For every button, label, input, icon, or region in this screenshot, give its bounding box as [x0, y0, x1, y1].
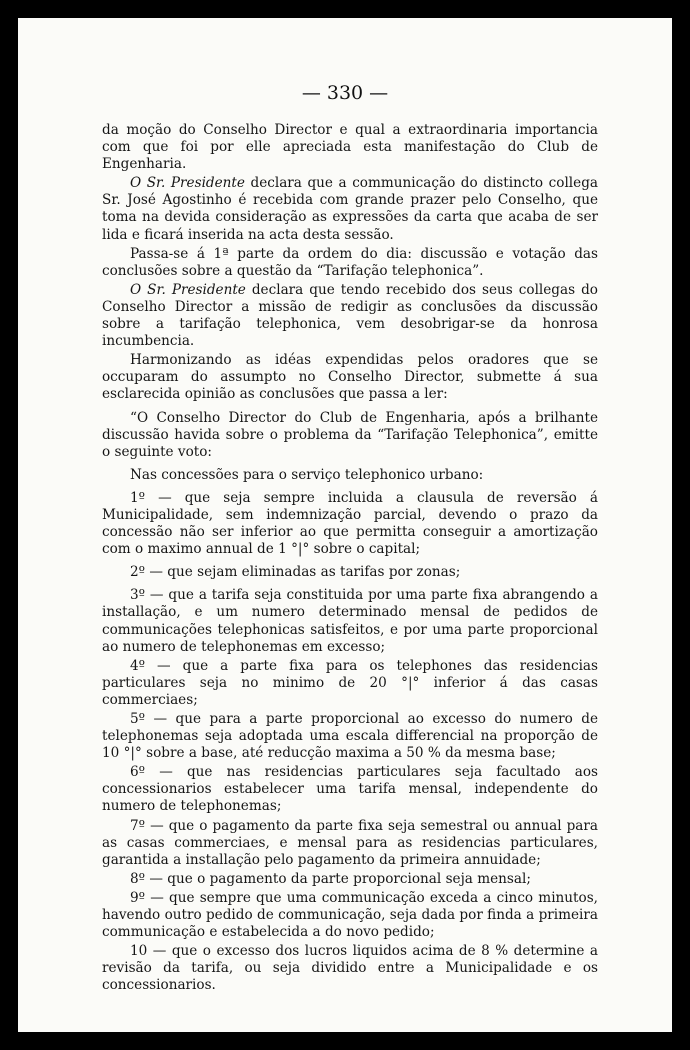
paragraph-text: declara que tendo recebido dos seus collegas do Conselho Director a missão de redigir as conclusões da discussão sobre a tarifação telephonica, vem desobrigar-se da honrosa incumbencia.: [102, 281, 598, 350]
conclusion-item-8: [102, 871, 598, 888]
paragraph-text: 5º — que para a parte proporcional ao excesso do numero de telephonemas seja adoptada uma escala differencial na proporção de 10 °|° sobre a base, até reducção maxima a 50 % da mesma base;: [102, 711, 598, 762]
paragraph-text: da moção do Conselho Director e qual a extraordinaria importancia com que foi por elle apreciada esta manifestação do Club de Engenharia.: [102, 122, 598, 173]
paragraph-text: 7º — que o pagamento da parte fixa seja semestral ou annual para as casas commerciaes, e mensal para as residencias particulares, garantida a installação pelo pagamento da primeira annuidade;: [102, 817, 598, 868]
paragraph-text: 9º — que sempre que uma communicação exceda a cinco minutos, havendo outro pedido de communicação, seja dada por finda a primeira communicação e estabelecida a do novo pedido;: [102, 889, 598, 941]
conclusion-item-1: [102, 490, 598, 558]
document-body: [102, 122, 598, 997]
paragraph-conselho-director-motion: [102, 122, 598, 173]
paragraph-text: 2º — que sejam eliminadas as tarifas por zonas;: [130, 564, 461, 581]
speaker-name: O Sr. Presidente: [130, 281, 246, 298]
conclusion-item-4: [102, 658, 598, 709]
paragraph-text: “O Conselho Director do Club de Engenharia, após a brilhante discussão havida sobre o problema da “Tarifação Telephonica”, emitte o seguinte voto:: [102, 409, 598, 460]
paragraph-text: 8º — que o pagamento da parte proporcional seja mensal;: [130, 870, 531, 887]
paragraph-concessoes: [102, 467, 598, 484]
paragraph-presidente-declaration-2: [102, 282, 598, 350]
conclusion-item-7: [102, 818, 598, 869]
paragraph-text: 4º — que a parte fixa para os telephones das residencias particulares seja no minimo de 20 °|° inferior á das casas commerciaes;: [102, 657, 598, 708]
conclusion-item-3: [102, 587, 598, 655]
paragraph-voto-intro: [102, 410, 598, 461]
paragraph-text: 10 — que o excesso dos lucros liquidos acima de 8 % determine a revisão da tarifa, ou seja dividido entre a Municipalidade e os concessionarios.: [102, 943, 598, 994]
conclusion-item-5: [102, 711, 598, 762]
paragraph-text: 1º — que seja sempre incluida a clausula de reversão á Municipalidade, sem indemnização parcial, devendo o prazo da concessão não ser inferior ao que permitta conseguir a amortização com o maximo annual de 1 °|° sobre o capital;: [102, 489, 598, 558]
paragraph-harmonizando: [102, 352, 598, 403]
conclusion-item-6: [102, 764, 598, 815]
paragraph-text: Passa-se á 1ª parte da ordem do dia: discussão e votação das conclusões sobre a questão da “Tarifação telephonica”.: [102, 245, 598, 279]
page-number: — 330 —: [301, 82, 389, 104]
paragraph-ordem-do-dia: [102, 246, 598, 280]
conclusion-item-10: [102, 943, 598, 994]
paragraph-text: 6º — que nas residencias particulares seja facultado aos concessionarios estabelecer uma tarifa mensal, independente do numero de telephonemas;: [102, 764, 598, 815]
speaker-name: O Sr. Presidente: [130, 175, 245, 192]
paragraph-text: Nas concessões para o serviço telephonico urbano:: [130, 466, 484, 483]
paragraph-text: 3º — que a tarifa seja constituida por uma parte fixa abrangendo a installação, e um numero determinado mensal de pedidos de communicações telephonicas satisfeitos, e por uma parte proporcional ao numero de telephonemas em excesso;: [102, 587, 598, 655]
paragraph-text: Harmonizando as idéas expendidas pelos oradores que se occuparam do assumpto no Conselho Director, submette á sua esclarecida opinião as conclusões que passa a ler:: [102, 352, 598, 403]
conclusion-item-2: [102, 564, 598, 581]
paragraph-text: declara que a communicação do distincto collega Sr. José Agostinho é recebida com grande prazer pelo Conselho, que toma na devida consideração as expressões da carta que acaba de ser lida e ficará inserida na acta desta sessão.: [102, 175, 599, 243]
document-page: [18, 18, 672, 1032]
paragraph-presidente-declaration-1: [102, 175, 598, 243]
conclusion-item-9: [102, 890, 598, 941]
